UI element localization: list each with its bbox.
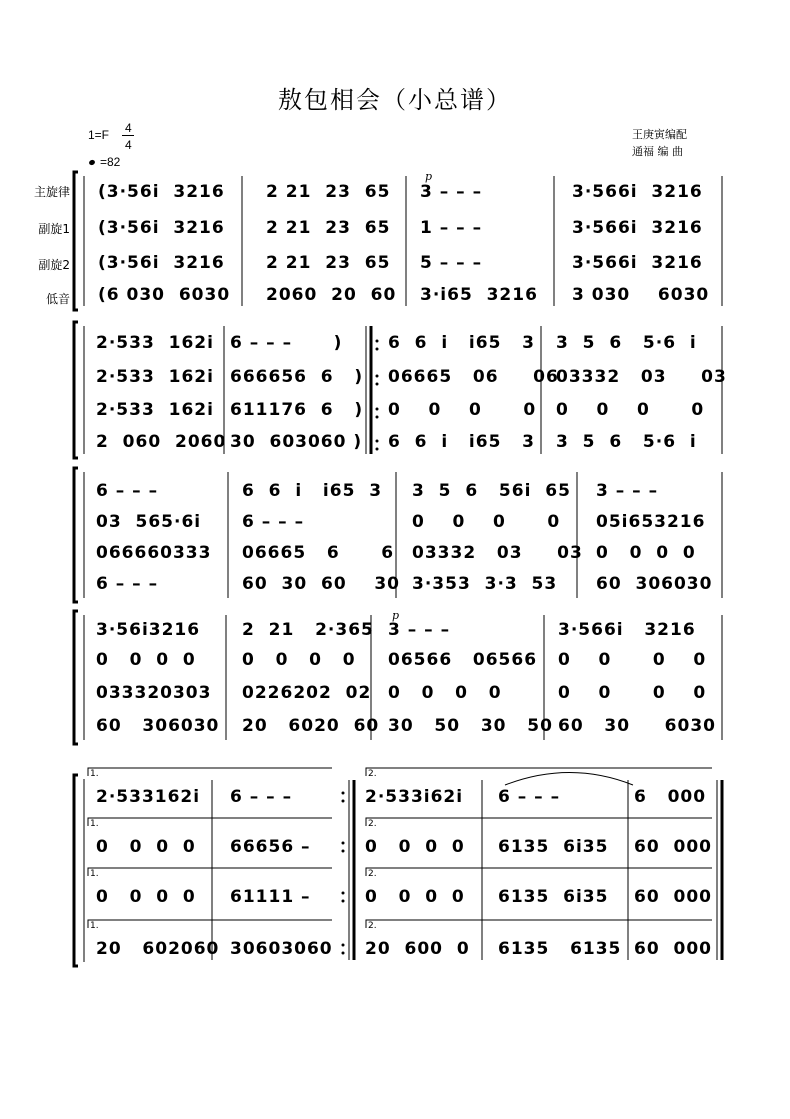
measure-cell: 6 – – – ) bbox=[230, 333, 343, 353]
measure-cell: 0 0 0 0 bbox=[96, 887, 196, 907]
measure-cell: 3 – – – bbox=[388, 620, 451, 640]
volta-2-label: 2. bbox=[368, 869, 377, 879]
measure-cell: 2 21 23 65 bbox=[266, 253, 391, 273]
measure-cell: 20 600 0 bbox=[365, 939, 470, 959]
composer-credit: 通福 编 曲 bbox=[632, 145, 683, 158]
volta-2-label: 2. bbox=[368, 819, 377, 829]
measure-cell: 0 0 0 0 bbox=[242, 650, 356, 670]
measure-cell: 60 30 6030 bbox=[558, 716, 716, 736]
meter-top: 4 bbox=[125, 121, 132, 135]
measure-cell: 2 060 2060 bbox=[96, 432, 227, 452]
measure-cell: 60 000 bbox=[634, 939, 712, 959]
measure-cell: 06665 06 06 bbox=[388, 367, 559, 387]
measure-cell: 0226202 02 bbox=[242, 683, 372, 703]
measure-cell: 0 0 0 0 bbox=[96, 650, 196, 670]
measure-cell: 066660333 bbox=[96, 543, 212, 563]
measure-cell: 6 6 i i65 3 bbox=[242, 481, 383, 501]
measure-cell: 3·56i3216 bbox=[96, 620, 201, 640]
measure-cell: 3 – – – bbox=[596, 481, 659, 501]
volta-2-label: 2. bbox=[368, 921, 377, 931]
measure-cell: 2 21 23 65 bbox=[266, 182, 391, 202]
measure-cell: 0 0 0 0 bbox=[96, 837, 196, 857]
measure-cell: 3·353 3·3 53 bbox=[412, 574, 558, 594]
measure-cell: 6 – – – bbox=[96, 481, 159, 501]
measure-cell: 5 – – – bbox=[420, 253, 483, 273]
measure-cell: (6 030 6030 bbox=[98, 285, 231, 305]
measure-cell: 3 5 6 5·6 i bbox=[556, 333, 697, 353]
key-signature: 1=F bbox=[88, 128, 110, 142]
part-label-bass: 低音 bbox=[45, 292, 70, 306]
measure-cell: 03332 03 03 bbox=[412, 543, 583, 563]
measure-cell: 3 030 6030 bbox=[572, 285, 710, 305]
measure-cell: 6 – – – bbox=[230, 787, 293, 807]
part-label-sub2: 副旋2 bbox=[38, 258, 70, 272]
measure-cell: 3·566i 3216 bbox=[572, 253, 703, 273]
measure-cell: 2·533i62i bbox=[365, 787, 464, 807]
measure-cell: 60 30 60 30 bbox=[242, 574, 400, 594]
volta-1-label: 1. bbox=[90, 769, 99, 779]
measure-cell: 3 5 6 56i 65 bbox=[412, 481, 571, 501]
volta-1-label: 1. bbox=[90, 921, 99, 931]
measure-cell: 61111 – bbox=[230, 887, 311, 907]
measure-cell: 20 602060 bbox=[96, 939, 220, 959]
measure-cell: 0 0 0 0 bbox=[412, 512, 561, 532]
measure-cell: 60 306030 bbox=[596, 574, 713, 594]
arranger-credit: 王庚寅编配 bbox=[632, 128, 687, 141]
part-label-main: 主旋律 bbox=[33, 185, 70, 199]
measure-cell: 3 – – – bbox=[420, 182, 483, 202]
measure-cell: 66656 – bbox=[230, 837, 311, 857]
measure-cell: 6135 6i35 bbox=[498, 837, 609, 857]
measure-cell: 2·533 162i bbox=[96, 367, 214, 387]
volta-1-label: 1. bbox=[90, 869, 99, 879]
measure-cell: 033320303 bbox=[96, 683, 212, 703]
page-title: 敖包相会（小总谱） bbox=[278, 86, 512, 114]
volta-2-label: 2. bbox=[368, 769, 377, 779]
measure-cell: 6135 6135 bbox=[498, 939, 622, 959]
measure-cell: 6 6 i i65 3 bbox=[388, 333, 535, 353]
measure-cell: 20 6020 60 bbox=[242, 716, 380, 736]
measure-cell: 0 0 0 0 bbox=[558, 683, 707, 703]
part-label-sub1: 副旋1 bbox=[38, 222, 70, 236]
measure-cell: 03332 03 03 bbox=[556, 367, 727, 387]
measure-cell: 6 000 bbox=[634, 787, 707, 807]
measure-cell: 0 0 0 0 bbox=[388, 400, 537, 420]
dynamic-piano-1: p bbox=[425, 170, 433, 183]
measure-cell: 2·533 162i bbox=[96, 333, 214, 353]
measure-cell: 2 21 23 65 bbox=[266, 218, 391, 238]
measure-cell: 30 50 30 50 bbox=[388, 716, 553, 736]
measure-cell: 30 603060 ) bbox=[230, 432, 363, 452]
measure-cell: 2 21 2·365 bbox=[242, 620, 374, 640]
measure-cell: 0 0 0 0 bbox=[596, 543, 696, 563]
measure-cell: 3 5 6 5·6 i bbox=[556, 432, 697, 452]
measure-cell: 2060 20 60 bbox=[266, 285, 397, 305]
measure-cell: 30603060 bbox=[230, 939, 333, 959]
measure-cell: 6 – – – bbox=[96, 574, 159, 594]
measure-cell: 60 306030 bbox=[96, 716, 220, 736]
volta-1-label: 1. bbox=[90, 819, 99, 829]
measure-cell: (3·56i 3216 bbox=[98, 182, 225, 202]
measure-cell: 60 000 bbox=[634, 837, 712, 857]
measure-cell: 3·566i 3216 bbox=[572, 182, 703, 202]
measure-cell: 06566 06566 bbox=[388, 650, 538, 670]
measure-cell: 0 0 0 0 bbox=[365, 837, 465, 857]
measure-cell: 0 0 0 0 bbox=[556, 400, 705, 420]
measure-cell: (3·56i 3216 bbox=[98, 253, 225, 273]
measure-cell: 6 6 i i65 3 bbox=[388, 432, 535, 452]
measure-cell: 03 565·6i bbox=[96, 512, 202, 532]
measure-cell: 0 0 0 0 bbox=[388, 683, 502, 703]
meter-bottom: 4 bbox=[125, 138, 132, 152]
measure-cell: 0 0 0 0 bbox=[558, 650, 707, 670]
measure-cell: 1 – – – bbox=[420, 218, 483, 238]
measure-cell: 2·533 162i bbox=[96, 400, 214, 420]
measure-cell: 611176 6 ) bbox=[230, 400, 364, 420]
measure-cell: 0 0 0 0 bbox=[365, 887, 465, 907]
measure-cell: 3·566i 3216 bbox=[572, 218, 703, 238]
measure-cell: 6 – – – bbox=[242, 512, 305, 532]
measure-cell: 6 – – – bbox=[498, 787, 561, 807]
measure-cell: 60 000 bbox=[634, 887, 712, 907]
tempo-marking: =82 bbox=[100, 155, 121, 169]
measure-cell: 6135 6i35 bbox=[498, 887, 609, 907]
measure-cell: 666656 6 ) bbox=[230, 367, 364, 387]
dynamic-piano-2: p bbox=[392, 609, 400, 622]
measure-cell: 05i653216 bbox=[596, 512, 706, 532]
measure-cell: 3·i65 3216 bbox=[420, 285, 538, 305]
measure-cell: 06665 6 6 bbox=[242, 543, 395, 563]
measure-cell: 3·566i 3216 bbox=[558, 620, 696, 640]
measure-cell: (3·56i 3216 bbox=[98, 218, 225, 238]
measure-cell: 2·533162i bbox=[96, 787, 201, 807]
